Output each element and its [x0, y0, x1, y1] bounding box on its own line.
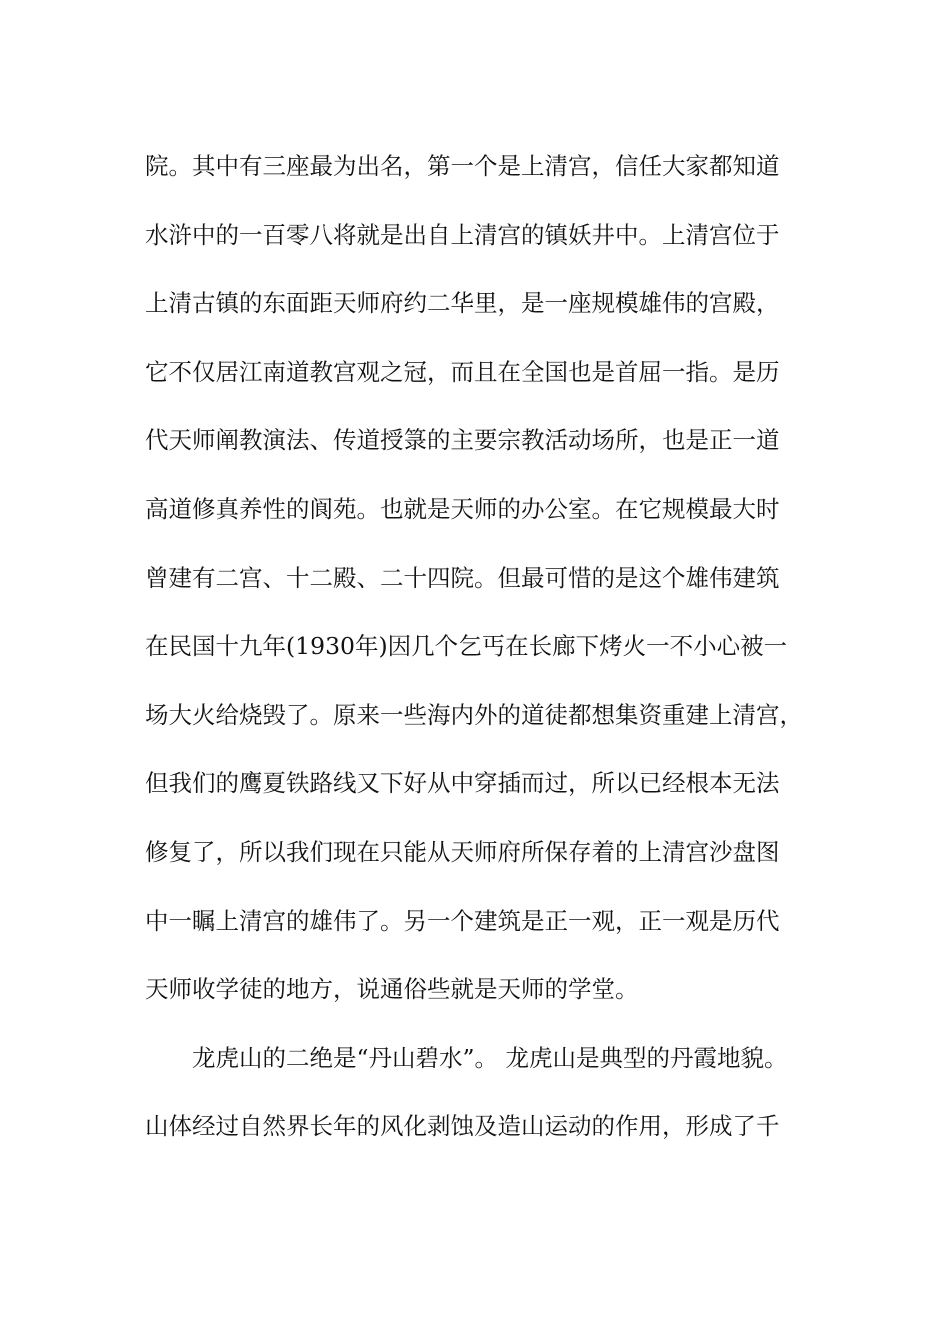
text-line: 中一瞩上清宫的雄伟了。另一个建筑是正一观，正一观是历代	[145, 906, 780, 935]
paragraph-start-line: 龙虎山的二绝是“丹山碧水”。 龙虎山是典型的丹霞地貌。	[192, 1043, 788, 1072]
text-line: 天师收学徒的地方，说通俗些就是天师的学堂。	[145, 975, 639, 1004]
text-line: 水浒中的一百零八将就是出自上清宫的镇妖井中。上清宫位于	[145, 220, 780, 249]
text-line: 在民国十九年(1930年)因几个乞丐在长廊下烤火一不小心被一	[145, 632, 788, 661]
text-line: 上清古镇的东面距天师府约二华里，是一座规模雄伟的宫殿，	[145, 289, 780, 318]
text-line: 代天师阐教演法、传道授箓的主要宗教活动场所，也是正一道	[145, 426, 780, 455]
text-line: 但我们的鹰夏铁路线又下好从中穿插而过，所以已经根本无法	[145, 769, 780, 798]
text-line: 曾建有二宫、十二殿、二十四院。但最可惜的是这个雄伟建筑	[145, 563, 780, 592]
text-line: 高道修真养性的阆苑。也就是天师的办公室。在它规模最大时	[145, 494, 780, 523]
text-line: 院。其中有三座最为出名，第一个是上清宫，信任大家都知道	[145, 152, 780, 180]
body-text	[145, 132, 835, 1161]
text-line: 它不仅居江南道教宫观之冠，而且在全国也是首屈一指。是历	[145, 357, 780, 386]
text-line: 场大火给烧毁了。原来一些海内外的道徒都想集资重建上清宫，	[145, 700, 803, 729]
text-line: 山体经过自然界长年的风化剥蚀及造山运动的作用，形成了千	[145, 1112, 780, 1141]
text-line: 修复了，所以我们现在只能从天师府所保存着的上清宫沙盘图	[145, 837, 780, 866]
